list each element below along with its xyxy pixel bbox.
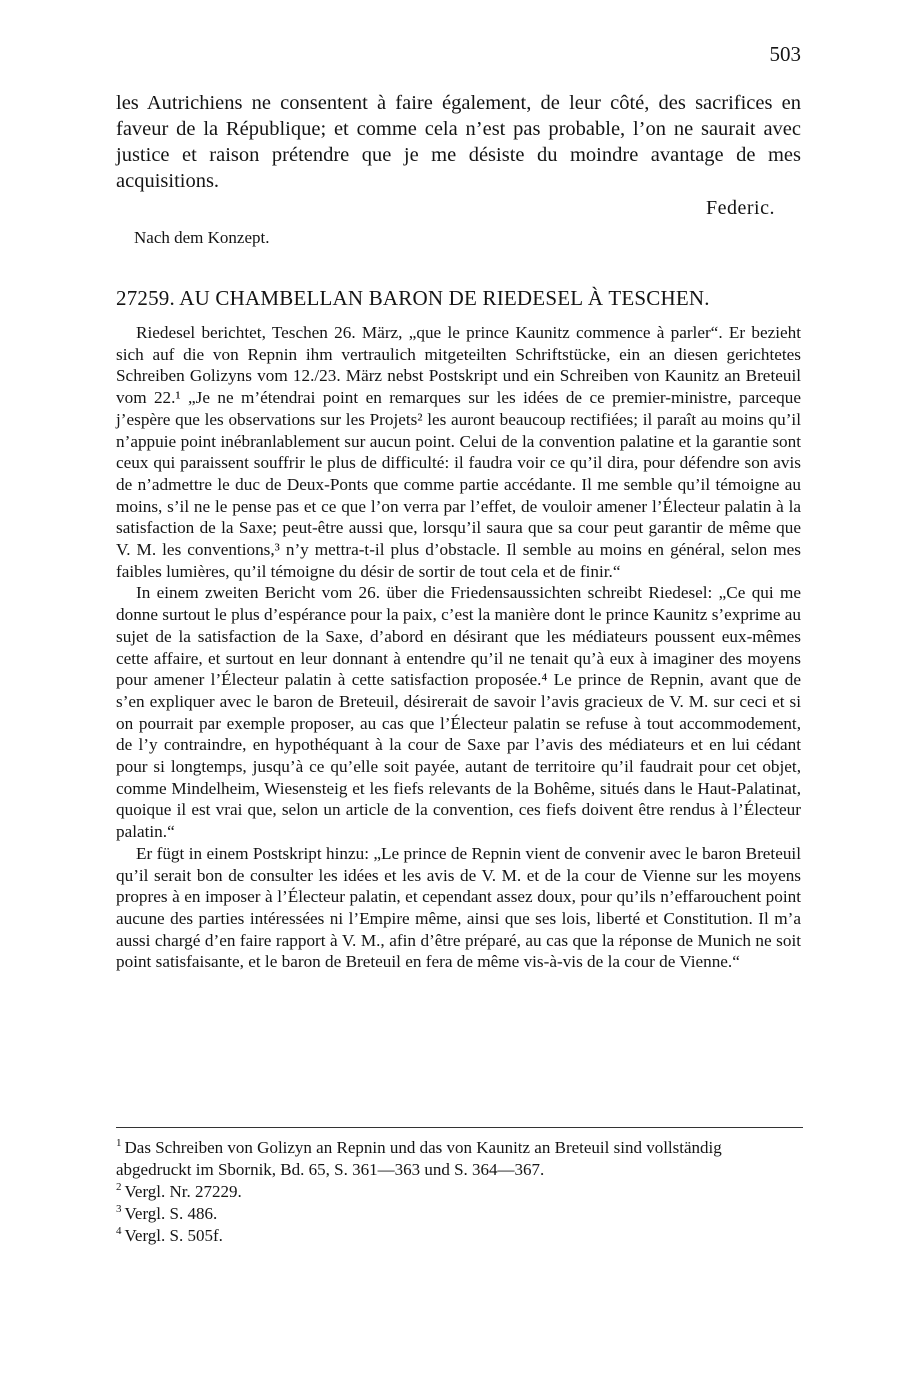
- letter-body: [116, 322, 801, 973]
- footnote: [116, 1181, 801, 1203]
- footnote: [116, 1203, 801, 1225]
- body-paragraph: Riedesel berichtet, Teschen 26. März, „que le prince Kaunitz commence à parler“. Er bezieht sich auf die von Repnin ihm vertraulich mitgeteilten Schriftstücke, ein an diesen gerichtetes Schreiben Golizyns vom 12./23. März nebst Postskript und ein Schreiben von Kaunitz an Breteuil vom 22.¹ „Je ne m’étendrai point en remarques sur les idées de ce premier-ministre, parceque j’espère que les observations sur les Projets² les auront beaucoup rectifiées; il paraît au moins qu’il n’appuie point inébranlablement sur aucun point. Celui de la convention palatine et la garantie sont ceux qui paraissent souffrir le plus de difficulté: il faudra voir ce qu’il dira, pour défendre son avis de n’admettre le duc de Deux-Ponts que comme partie accédante. Il me semble qu’il témoigne au moins, s’il ne le pense pas et ce que l’on verra par l’effet, de vouloir amener l’Électeur palatin à la satisfaction de la Saxe; peut-être aussi que, lorsqu’il saura que sa cour peut garantir de même que V. M. les conventions,³ n’y mettra-t-il plus d’obstacle. Il semble au moins en général, selon mes faibles lumières, qu’il témoigne du désir de sortir de tout cela et de finir.“: [116, 323, 801, 581]
- signature: Federic.: [706, 197, 775, 219]
- footnote-text: Vergl. S. 505f.: [124, 1226, 223, 1245]
- footnote-marker: 1: [116, 1137, 122, 1150]
- footnote-marker: 3: [116, 1203, 122, 1216]
- page-number: 503: [769, 42, 801, 66]
- footnote-text: Vergl. S. 486.: [124, 1204, 218, 1223]
- footnote: [116, 1137, 801, 1181]
- footnote-text: Vergl. Nr. 27229.: [124, 1182, 242, 1201]
- footnotes: [116, 1137, 801, 1247]
- body-paragraph: In einem zweiten Bericht vom 26. über die Friedensaussichten schreibt Riedesel: „Ce qui me donne surtout le plus d’espérance pour la paix, c’est la manière dont le prince Kaunitz s’exprime au sujet de la satisfaction de la Saxe, d’abord en désirant que les médiateurs poussent eux-mêmes cette affaire, et surtout en leur donnant à entendre qu’il ne tenait qu’à eux à imaginer des moyens pour amener l’Électeur palatin à cette satisfaction proposée.⁴ Le prince de Repnin, avant que de s’en expliquer avec le baron de Breteuil, désirerait de savoir l’avis gracieux de V. M. sur ceci et si on pourrait par exemple proposer, au cas que l’Électeur palatin se refuse à tout accommodement, de l’y contraindre, en hypothéquant à la cour de Saxe par l’avis des médiateurs et en lui cédant pour si longtemps, jusqu’à ce qu’elle soit payée, autant de territoire qu’il faudrait pour cet objet, comme Mindelheim, Wiesensteig et les fiefs relevants de la Bohême, situés dans le Haut-Palatinat, quoique il est vrai que, selon un article de la convention, ces fiefs doivent être rendus à l’Électeur palatin.“: [116, 583, 801, 842]
- lead-paragraph-block: [116, 90, 801, 194]
- footnote-text: Das Schreiben von Golizyn an Repnin und das von Kaunitz an Breteuil sind vollständig abgedruckt im Sbornik, Bd. 65, S. 361—363 und S. 364—367.: [116, 1138, 722, 1179]
- letter-heading: 27259. AU CHAMBELLAN BARON DE RIEDESEL À TESCHEN.: [116, 286, 710, 310]
- footnote: [116, 1225, 801, 1247]
- footnote-marker: 2: [116, 1181, 122, 1194]
- footnote-marker: 4: [116, 1225, 122, 1238]
- footnote-divider: [116, 1127, 803, 1128]
- body-paragraph: Er fügt in einem Postskript hinzu: „Le prince de Repnin vient de convenir avec le baron Breteuil qu’il serait bon de consulter les idées et les avis de V. M. et de la cour de Vienne sur les moyens propres à en imposer à l’Électeur palatin, et cependant assez doux, pour qu’ils n’effarouchent point aucune des parties intéressées ni l’Empire même, ainsi que ses lois, liberté et Constitution. Il m’a aussi chargé d’en faire rapport à V. M., afin d’être préparé, au cas que la réponse de Munich ne soit point satisfaisante, et le baron de Breteuil en fera de même vis-à-vis de la cour de Vienne.“: [116, 843, 801, 972]
- source-note: Nach dem Konzept.: [134, 228, 270, 247]
- lead-paragraph: les Autrichiens ne consentent à faire également, de leur côté, des sacrifices en faveur de la République; et comme cela n’est pas probable, l’on ne saurait avec justice et raison prétendre que je me désiste du moindre avantage de mes acquisitions.: [116, 92, 801, 192]
